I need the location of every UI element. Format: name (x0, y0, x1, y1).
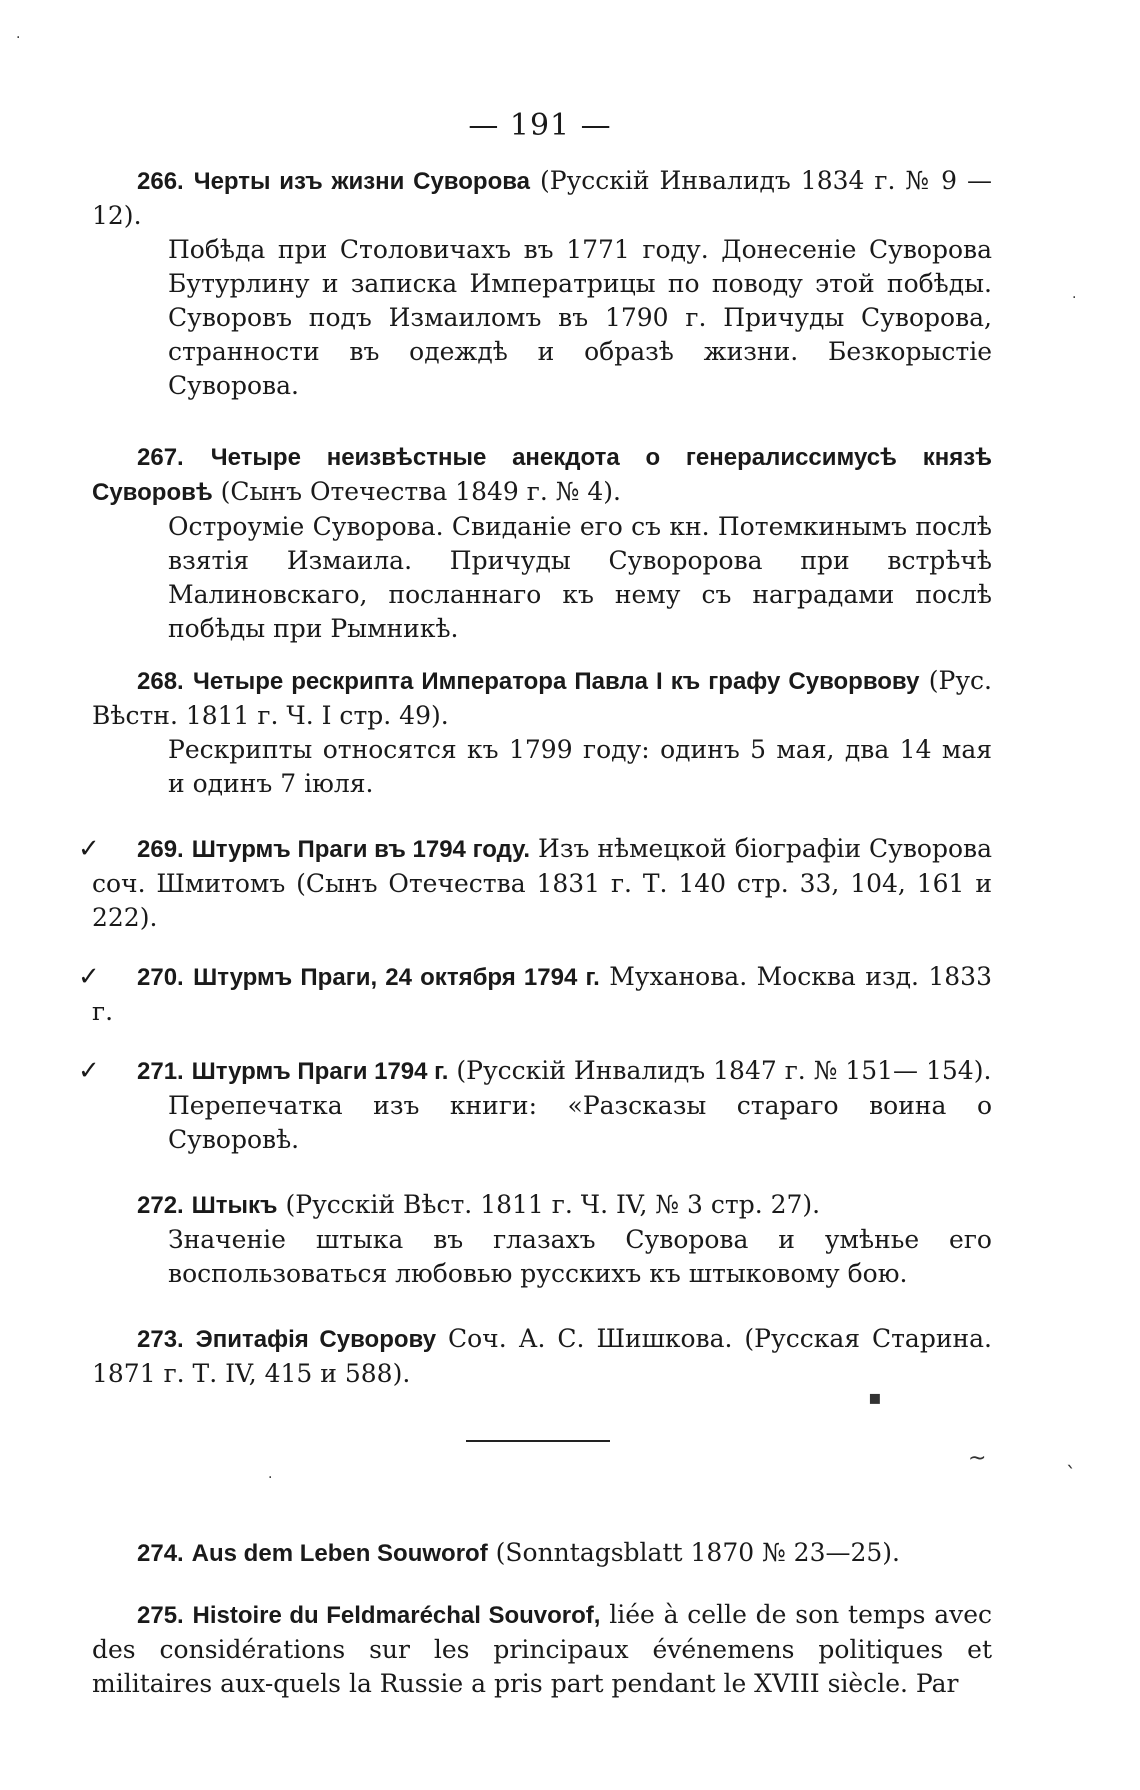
bibliography-entry (92, 1536, 992, 1571)
entry-heading (92, 832, 992, 935)
print-speck-icon: ▪ (868, 1385, 882, 1409)
entry-heading (92, 1188, 992, 1223)
entry-heading (92, 1598, 992, 1701)
print-speck-icon: · (1072, 290, 1077, 306)
bibliography-entry (92, 1188, 992, 1291)
entry-title: Штыкъ (191, 1192, 278, 1219)
entry-heading (92, 440, 992, 510)
bibliography-entry (78, 832, 992, 935)
pen-stroke-icon: ˋ (1066, 1462, 1076, 1486)
entry-source: (Русскій Инвалидъ 1847 г. № 151— 154). (456, 1056, 992, 1085)
entry-title: Штурмъ Праги, 24 октября 1794 г. (193, 964, 600, 991)
entry-title: Штурмъ Праги 1794 г. (191, 1058, 449, 1085)
entry-number: 266. (137, 168, 184, 195)
entry-heading (92, 1054, 992, 1089)
entry-source: liée à celle de son temps avec des considérations sur les principaux événemens politiques et militaires aux-quels la Russie a pris part pendant le XVIII siècle. Par (92, 1600, 993, 1698)
entry-heading (92, 164, 992, 233)
bibliography-entry (92, 440, 992, 646)
entry-title: Aus dem Leben Souworof (191, 1540, 488, 1567)
entry-title: Черты изъ жизни Суворова (193, 168, 531, 195)
bibliography-entry (92, 664, 992, 801)
bibliography-entry (92, 1598, 992, 1701)
pen-stroke-icon: ~ (968, 1446, 987, 1471)
entry-number: 267. (137, 444, 184, 471)
entry-title: Штурмъ Праги въ 1794 году. (191, 836, 531, 863)
entry-source: Муханова. Москва изд. 1833 г. (92, 962, 992, 1026)
entry-number: 270. (137, 964, 184, 991)
entry-number: 268. (137, 668, 184, 695)
entry-title: Четыре неизвѣстные анекдота о генералиссимусѣ князѣ Суворовѣ (92, 444, 993, 506)
entry-number: 269. (137, 836, 184, 863)
print-speck-icon: · (16, 30, 21, 46)
entry-title: Четыре рескрипта Императора Павла I къ графу Суворвову (193, 668, 920, 695)
entry-number: 275. (137, 1602, 184, 1629)
checkmark-icon: ✓ (78, 962, 100, 992)
checkmark-icon: ✓ (78, 1056, 100, 1086)
entry-description: Побѣда при Столовичахъ въ 1771 году. Донесеніе Суворова Бутурлину и записка Императрицы по поводу этой побѣды. Суворовъ подъ Измаиломъ въ 1790 г. Причуды Суворова, странности въ одеждѣ и образѣ жизни. Безкорыстіе Суворова. (168, 235, 992, 400)
bibliography-entry (92, 164, 992, 403)
entry-source: (Русскій Вѣст. 1811 г. Ч. IV, № 3 стр. 27). (285, 1190, 821, 1219)
bibliography-entry (78, 960, 992, 1029)
entry-number: 273. (137, 1326, 184, 1353)
entry-number: 274. (137, 1540, 184, 1567)
checkmark-icon: ✓ (78, 834, 100, 864)
entry-heading (92, 1322, 992, 1391)
entry-title: Histoire du Feldmaréchal Souvorof, (192, 1602, 601, 1629)
entry-title: Эпитафія Суворову (195, 1326, 437, 1353)
entry-heading (92, 664, 992, 733)
entry-source: (Русскій Инвалидъ 1834 г. № 9 —12). (92, 166, 992, 230)
entry-source: (Рус. Вѣстн. 1811 г. Ч. I стр. 49). (92, 666, 992, 730)
entry-description: Остроуміе Суворова. Свиданіе его съ кн. Потемкинымъ послѣ взятія Измаила. Причуды Сувороpова при встрѣчѣ Малиновскаго, посланнаго къ нему съ наградами послѣ побѣды при Рымникѣ. (168, 512, 992, 643)
bibliography-entry (92, 1322, 992, 1391)
entry-source: (Sonntagsblatt 1870 № 23—25). (495, 1538, 900, 1567)
entry-source: Соч. А. С. Шишкова. (Русская Старина. 1871 г. Т. IV, 415 и 588). (92, 1324, 993, 1388)
entry-source: Изъ нѣмецкой біографіи Суворова соч. Шмитомъ (Сынъ Отечества 1831 г. Т. 140 стр. 33, 104, 161 и 222). (92, 834, 992, 932)
print-speck-icon: · (268, 1470, 273, 1486)
entry-description: Значеніе штыка въ глазахъ Суворова и умѣнье его воспользоваться любовью русскихъ къ штыковому бою. (168, 1225, 992, 1288)
entry-heading (92, 960, 992, 1029)
entry-heading (92, 1536, 992, 1571)
bibliography-entry (78, 1054, 992, 1157)
entry-number: 272. (137, 1192, 184, 1219)
section-divider (466, 1440, 610, 1442)
entry-description: Рескрипты относятся къ 1799 году: одинъ 5 мая, два 14 мая и одинъ 7 іюля. (168, 735, 992, 798)
page-number: — 191 — (468, 108, 612, 143)
entry-description: Перепечатка изъ книги: «Разсказы стараго воина о Суворовѣ. (168, 1091, 992, 1154)
entry-source: (Сынъ Отечества 1849 г. № 4). (220, 477, 621, 506)
entry-number: 271. (137, 1058, 184, 1085)
